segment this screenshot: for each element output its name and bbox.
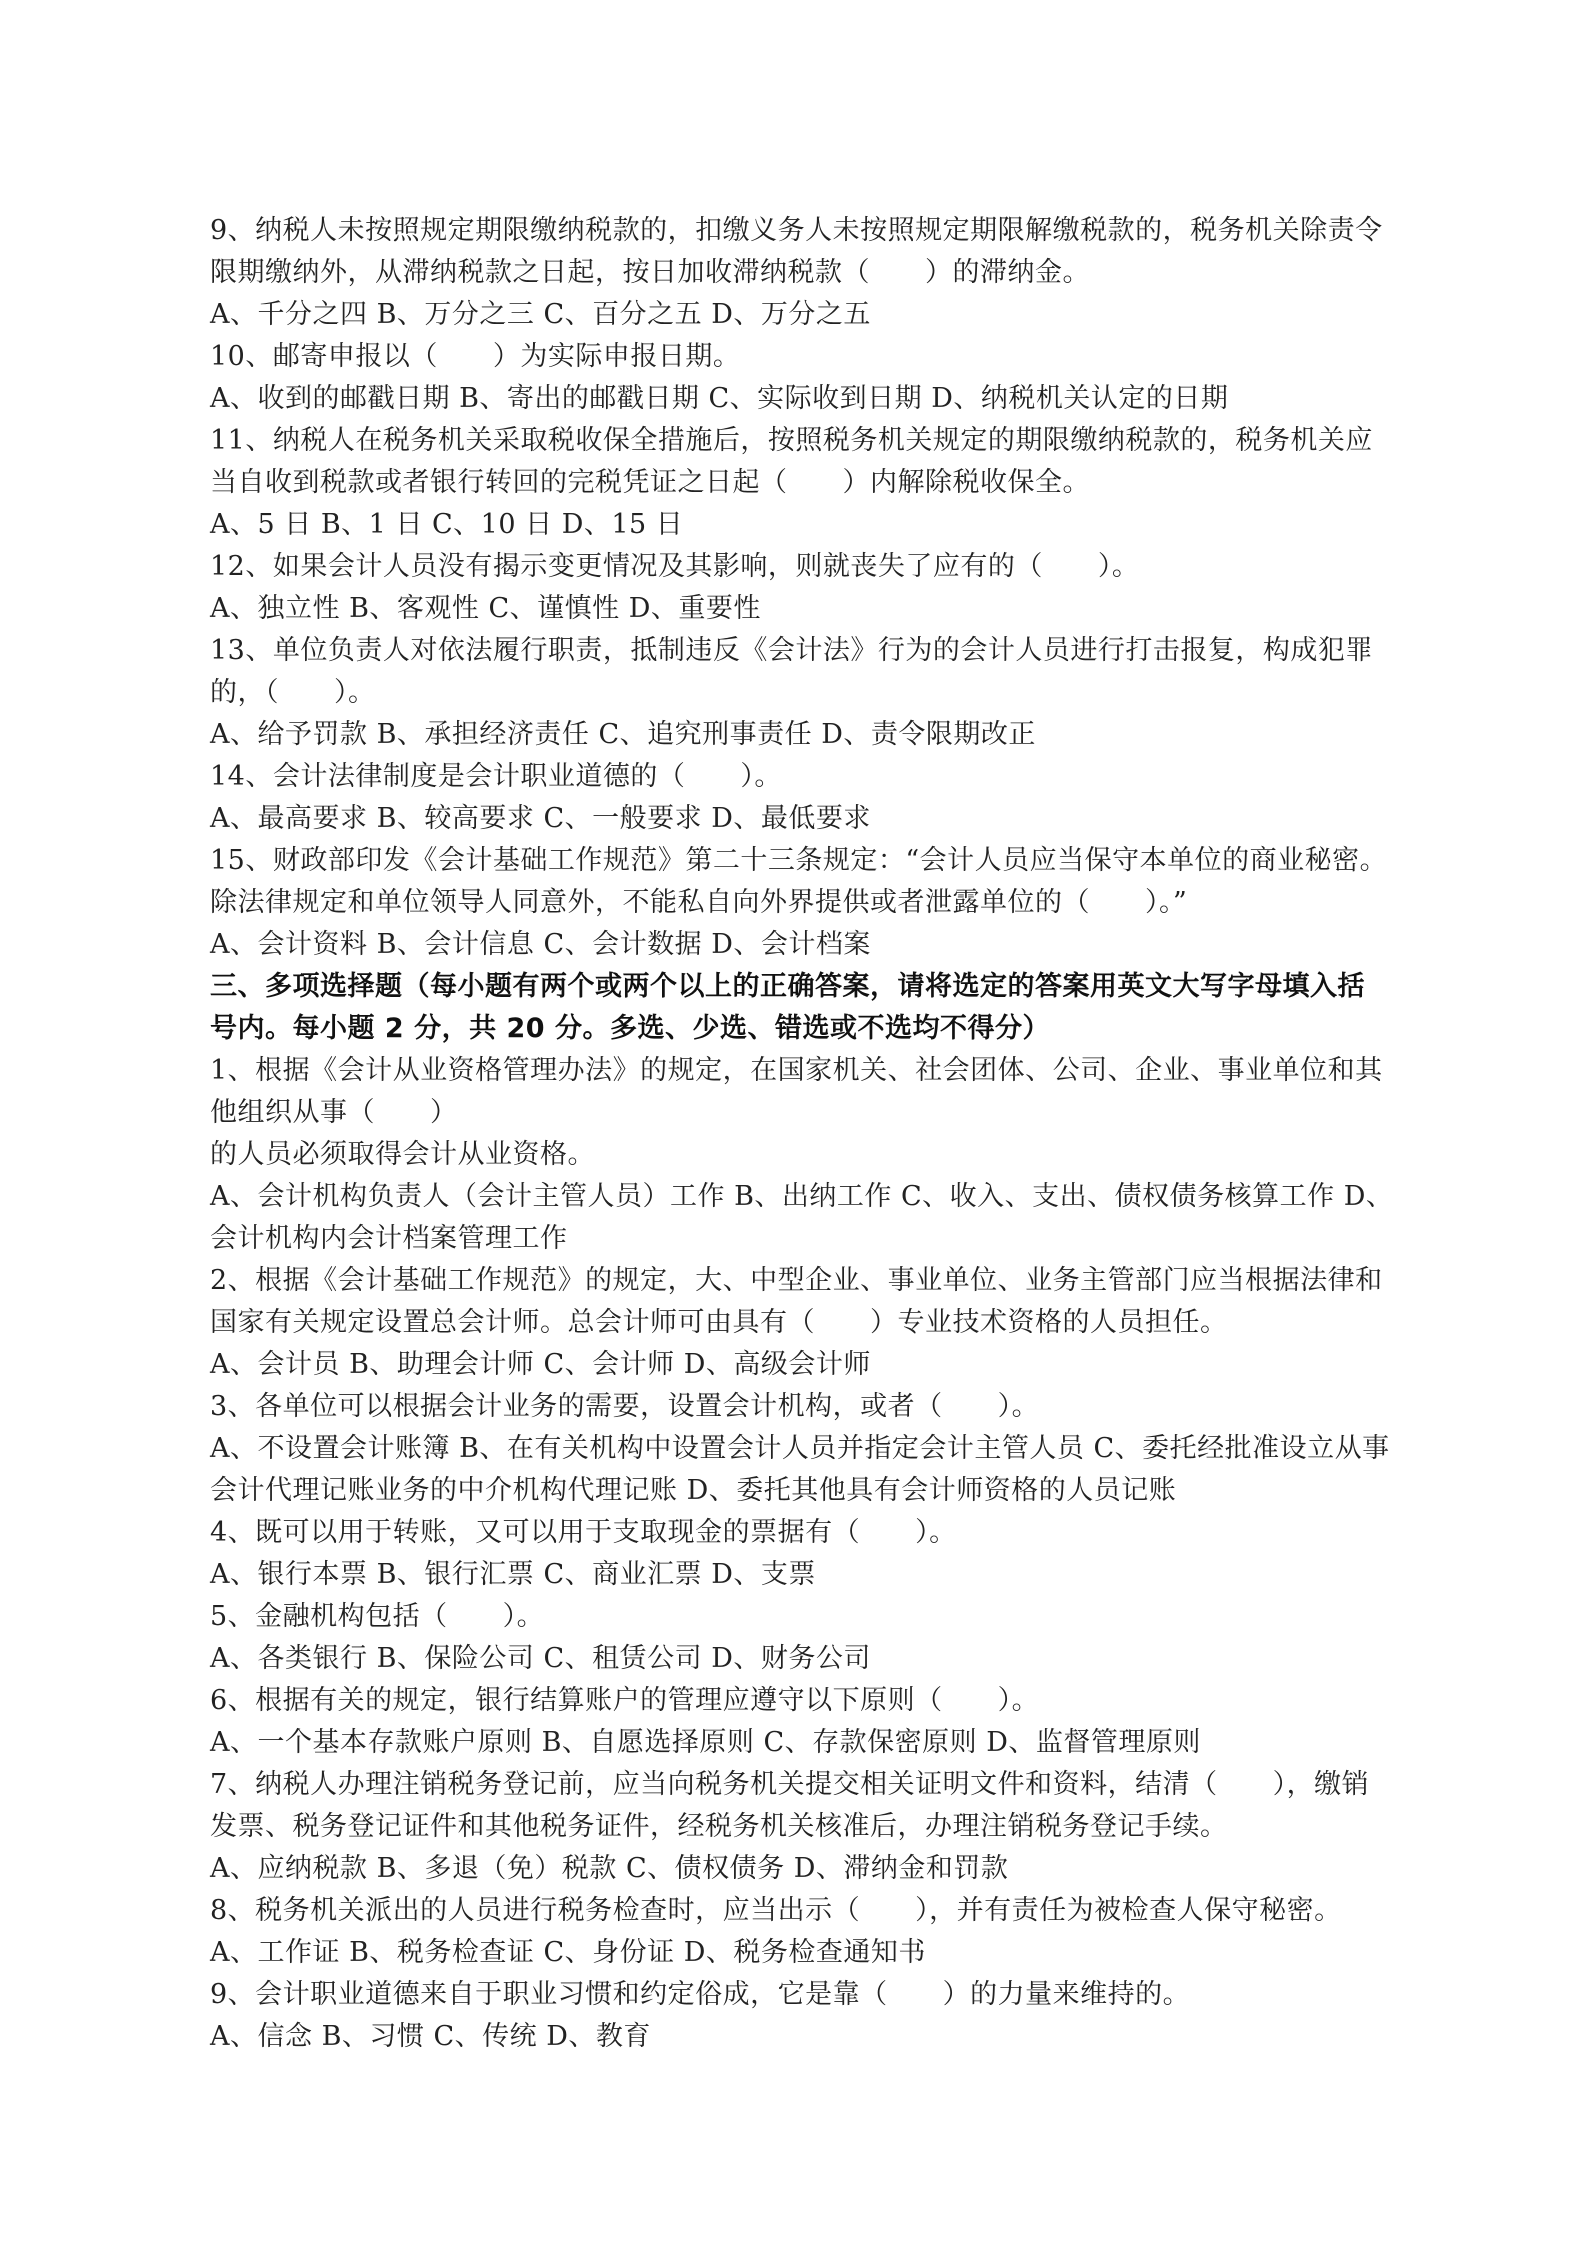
text-line: A、最高要求 B、较高要求 C、一般要求 D、最低要求	[210, 803, 871, 834]
text-line: 4、既可以用于转账，又可以用于支取现金的票据有（ ）。	[210, 1517, 957, 1548]
text-line: 3、各单位可以根据会计业务的需要，设置会计机构，或者（ ）。	[210, 1391, 1040, 1422]
text-line: 2、根据《会计基础工作规范》的规定，大、中型企业、事业单位、业务主管部门应当根据法律和	[210, 1265, 1383, 1296]
text-line: 12、如果会计人员没有揭示变更情况及其影响，则就丧失了应有的（ ）。	[210, 551, 1140, 582]
text-line: 8、税务机关派出的人员进行税务检查时，应当出示（ ），并有责任为被检查人保守秘密。	[210, 1895, 1342, 1926]
text-line: 6、根据有关的规定，银行结算账户的管理应遵守以下原则（ ）。	[210, 1685, 1040, 1716]
text-line: 的，（ ）。	[210, 677, 376, 708]
text-line: 13、单位负责人对依法履行职责，抵制违反《会计法》行为的会计人员进行打击报复，构成犯罪	[210, 635, 1373, 666]
text-line: A、会计员 B、助理会计师 C、会计师 D、高级会计师	[210, 1349, 871, 1380]
text-line: 10、邮寄申报以（ ）为实际申报日期。	[210, 341, 741, 372]
text-line: 9、会计职业道德来自于职业习惯和约定俗成，它是靠（ ）的力量来维持的。	[210, 1979, 1191, 2010]
text-line: 11、纳税人在税务机关采取税收保全措施后，按照税务机关规定的期限缴纳税款的，税务机关应	[210, 425, 1373, 456]
text-line: A、应纳税款 B、多退（免）税款 C、债权债务 D、滞纳金和罚款	[210, 1853, 1009, 1884]
text-line: A、一个基本存款账户原则 B、自愿选择原则 C、存款保密原则 D、监督管理原则	[210, 1727, 1201, 1758]
text-line: 会计机构内会计档案管理工作	[210, 1223, 568, 1254]
text-line: A、会计资料 B、会计信息 C、会计数据 D、会计档案	[210, 929, 871, 960]
text-line: 他组织从事（ ）	[210, 1097, 458, 1128]
text-line: A、工作证 B、税务检查证 C、身份证 D、税务检查通知书	[210, 1937, 926, 1968]
text-line: 会计代理记账业务的中介机构代理记账 D、委托其他具有会计师资格的人员记账	[210, 1475, 1177, 1506]
text-line: 5、金融机构包括（ ）。	[210, 1601, 545, 1632]
text-line: A、不设置会计账簿 B、在有关机构中设置会计人员并指定会计主管人员 C、委托经批准设立从事	[210, 1433, 1390, 1464]
text-line: 国家有关规定设置总会计师。总会计师可由具有（ ）专业技术资格的人员担任。	[210, 1307, 1228, 1338]
text-line: 限期缴纳外，从滞纳税款之日起，按日加收滞纳税款（ ）的滞纳金。	[210, 257, 1090, 288]
document-body	[210, 210, 1405, 2058]
text-line: A、收到的邮戳日期 B、寄出的邮戳日期 C、实际收到日期 D、纳税机关认定的日期	[210, 383, 1229, 414]
text-line: A、银行本票 B、银行汇票 C、商业汇票 D、支票	[210, 1559, 816, 1590]
text-line: A、5 日 B、1 日 C、10 日 D、15 日	[210, 509, 684, 540]
text-line: 14、会计法律制度是会计职业道德的（ ）。	[210, 761, 782, 792]
text-line: 15、财政部印发《会计基础工作规范》第二十三条规定：“会计人员应当保守本单位的商业秘密。	[210, 845, 1388, 876]
text-line: 除法律规定和单位领导人同意外，不能私自向外界提供或者泄露单位的（ ）。”	[210, 887, 1188, 918]
section-heading-line: 三、多项选择题（每小题有两个或两个以上的正确答案，请将选定的答案用英文大写字母填入括	[210, 971, 1365, 1002]
section-heading-line: 号内。每小题 2 分，共 20 分。多选、少选、错选或不选均不得分）	[210, 1013, 1050, 1044]
text-line: 发票、税务登记证件和其他税务证件，经税务机关核准后，办理注销税务登记手续。	[210, 1811, 1228, 1842]
text-line: 7、纳税人办理注销税务登记前，应当向税务机关提交相关证明文件和资料，结清（ ），缴销	[210, 1769, 1370, 1800]
text-line: 9、纳税人未按照规定期限缴纳税款的，扣缴义务人未按照规定期限解缴税款的，税务机关除责令	[210, 215, 1383, 246]
text-line: A、各类银行 B、保险公司 C、租赁公司 D、财务公司	[210, 1643, 871, 1674]
text-line: 的人员必须取得会计从业资格。	[210, 1139, 595, 1170]
text-line: A、给予罚款 B、承担经济责任 C、追究刑事责任 D、责令限期改正	[210, 719, 1036, 750]
text-line: 当自收到税款或者银行转回的完税凭证之日起（ ）内解除税收保全。	[210, 467, 1090, 498]
text-line: 1、根据《会计从业资格管理办法》的规定，在国家机关、社会团体、公司、企业、事业单位和其	[210, 1055, 1383, 1086]
text-line: A、千分之四 B、万分之三 C、百分之五 D、万分之五	[210, 299, 871, 330]
text-line: A、独立性 B、客观性 C、谨慎性 D、重要性	[210, 593, 761, 624]
text-line: A、信念 B、习惯 C、传统 D、教育	[210, 2021, 651, 2052]
text-line: A、会计机构负责人（会计主管人员）工作 B、出纳工作 C、收入、支出、债权债务核算工作 D、	[210, 1181, 1394, 1212]
